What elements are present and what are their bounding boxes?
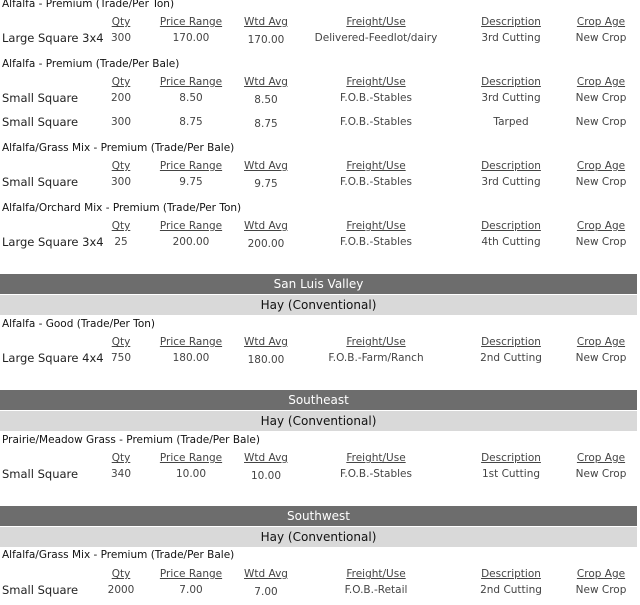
row-description: Tarped bbox=[493, 116, 529, 128]
col-header-crop-age: Crop Age bbox=[576, 336, 626, 348]
category-title: Alfalfa - Premium (Trade/Per Bale) bbox=[2, 58, 180, 70]
row-qty: 200 bbox=[110, 92, 132, 104]
col-header-qty: Qty bbox=[111, 452, 131, 464]
col-header-crop-age: Crop Age bbox=[576, 452, 626, 464]
col-header-qty: Qty bbox=[111, 16, 131, 28]
row-wtd-avg: 8.75 bbox=[254, 118, 278, 130]
category-title: Alfalfa/Orchard Mix - Premium (Trade/Per Ton) bbox=[2, 202, 242, 214]
col-header-description: Description bbox=[481, 16, 541, 28]
category-title: Alfalfa - Good (Trade/Per Ton) bbox=[2, 318, 155, 330]
row-price-range: 10.00 bbox=[175, 468, 207, 480]
row-price-range: 8.50 bbox=[179, 92, 203, 104]
col-header-qty: Qty bbox=[111, 76, 131, 88]
row-crop-age: New Crop bbox=[575, 584, 627, 596]
col-header-description: Description bbox=[481, 160, 541, 172]
col-header-price-range: Price Range bbox=[159, 568, 223, 580]
region-header-san-luis-valley: San Luis Valley bbox=[0, 274, 637, 294]
col-header-crop-age: Crop Age bbox=[576, 568, 626, 580]
row-description: 1st Cutting bbox=[481, 468, 541, 480]
col-header-wtd-avg: Wtd Avg bbox=[244, 220, 288, 232]
row-qty: 750 bbox=[110, 352, 132, 364]
region-header-southeast: Southeast bbox=[0, 390, 637, 410]
col-header-crop-age: Crop Age bbox=[576, 76, 626, 88]
row-product: Large Square 3x4 bbox=[2, 31, 104, 45]
row-qty: 300 bbox=[110, 32, 132, 44]
category-title: Alfalfa/Grass Mix - Premium (Trade/Per Bale) bbox=[2, 142, 235, 154]
col-header-freight: Freight/Use bbox=[346, 452, 406, 464]
row-price-range: 9.75 bbox=[179, 176, 203, 188]
col-header-freight: Freight/Use bbox=[346, 220, 406, 232]
col-header-crop-age: Crop Age bbox=[576, 160, 626, 172]
row-crop-age: New Crop bbox=[575, 116, 627, 128]
col-header-description: Description bbox=[481, 336, 541, 348]
category-title: Alfalfa/Grass Mix - Premium (Trade/Per Bale) bbox=[2, 549, 235, 561]
region-header-southwest: Southwest bbox=[0, 506, 637, 526]
row-description: 2nd Cutting bbox=[480, 584, 542, 596]
row-crop-age: New Crop bbox=[575, 176, 627, 188]
row-description: 3rd Cutting bbox=[481, 176, 541, 188]
col-header-price-range: Price Range bbox=[159, 16, 223, 28]
col-header-freight: Freight/Use bbox=[346, 568, 406, 580]
row-wtd-avg: 180.00 bbox=[247, 354, 285, 366]
row-product: Small Square bbox=[2, 175, 79, 189]
row-wtd-avg: 9.75 bbox=[254, 178, 278, 190]
col-header-price-range: Price Range bbox=[159, 452, 223, 464]
row-product: Large Square 4x4 bbox=[2, 351, 104, 365]
row-freight: F.O.B.-Stables bbox=[340, 116, 412, 128]
col-header-wtd-avg: Wtd Avg bbox=[244, 160, 288, 172]
row-wtd-avg: 8.50 bbox=[254, 94, 278, 106]
commodity-header: Hay (Conventional) bbox=[0, 527, 637, 547]
col-header-description: Description bbox=[481, 568, 541, 580]
row-qty: 25 bbox=[114, 236, 128, 248]
row-product: Large Square 3x4 bbox=[2, 235, 104, 249]
category-title: Alfalfa - Premium (Trade/Per Ton) bbox=[2, 0, 175, 10]
row-description: 4th Cutting bbox=[481, 236, 541, 248]
col-header-price-range: Price Range bbox=[159, 336, 223, 348]
col-header-wtd-avg: Wtd Avg bbox=[244, 452, 288, 464]
row-qty: 2000 bbox=[107, 584, 135, 596]
col-header-freight: Freight/Use bbox=[346, 76, 406, 88]
row-wtd-avg: 170.00 bbox=[247, 34, 285, 46]
row-price-range: 180.00 bbox=[172, 352, 210, 364]
row-crop-age: New Crop bbox=[575, 236, 627, 248]
row-description: 2nd Cutting bbox=[480, 352, 542, 364]
col-header-description: Description bbox=[481, 452, 541, 464]
row-freight: F.O.B.-Stables bbox=[340, 92, 412, 104]
col-header-description: Description bbox=[481, 76, 541, 88]
col-header-qty: Qty bbox=[111, 160, 131, 172]
row-price-range: 170.00 bbox=[172, 32, 210, 44]
row-price-range: 8.75 bbox=[179, 116, 203, 128]
row-crop-age: New Crop bbox=[575, 352, 627, 364]
row-description: 3rd Cutting bbox=[481, 32, 541, 44]
row-crop-age: New Crop bbox=[575, 468, 627, 480]
row-price-range: 200.00 bbox=[172, 236, 210, 248]
col-header-wtd-avg: Wtd Avg bbox=[244, 76, 288, 88]
row-freight: F.O.B.-Stables bbox=[340, 176, 412, 188]
col-header-freight: Freight/Use bbox=[346, 16, 406, 28]
col-header-qty: Qty bbox=[111, 220, 131, 232]
row-product: Small Square bbox=[2, 583, 79, 597]
row-freight: F.O.B.-Stables bbox=[340, 468, 412, 480]
row-qty: 300 bbox=[110, 116, 132, 128]
col-header-price-range: Price Range bbox=[159, 76, 223, 88]
row-freight: F.O.B.-Stables bbox=[340, 236, 412, 248]
col-header-wtd-avg: Wtd Avg bbox=[244, 568, 288, 580]
row-description: 3rd Cutting bbox=[481, 92, 541, 104]
col-header-qty: Qty bbox=[111, 336, 131, 348]
col-header-price-range: Price Range bbox=[159, 220, 223, 232]
row-wtd-avg: 7.00 bbox=[254, 586, 278, 598]
row-qty: 300 bbox=[110, 176, 132, 188]
category-title: Prairie/Meadow Grass - Premium (Trade/Per Bale) bbox=[2, 434, 260, 446]
row-qty: 340 bbox=[110, 468, 132, 480]
row-freight: F.O.B.-Retail bbox=[344, 584, 408, 596]
row-product: Small Square bbox=[2, 91, 79, 105]
row-crop-age: New Crop bbox=[575, 32, 627, 44]
col-header-crop-age: Crop Age bbox=[576, 220, 626, 232]
col-header-freight: Freight/Use bbox=[346, 160, 406, 172]
row-product: Small Square bbox=[2, 467, 79, 481]
col-header-wtd-avg: Wtd Avg bbox=[244, 16, 288, 28]
col-header-wtd-avg: Wtd Avg bbox=[244, 336, 288, 348]
commodity-header: Hay (Conventional) bbox=[0, 295, 637, 315]
row-freight: F.O.B.-Farm/Ranch bbox=[328, 352, 424, 364]
row-wtd-avg: 200.00 bbox=[247, 238, 285, 250]
col-header-crop-age: Crop Age bbox=[576, 16, 626, 28]
col-header-description: Description bbox=[481, 220, 541, 232]
col-header-price-range: Price Range bbox=[159, 160, 223, 172]
row-crop-age: New Crop bbox=[575, 92, 627, 104]
row-product: Small Square bbox=[2, 115, 79, 129]
row-wtd-avg: 10.00 bbox=[250, 470, 282, 482]
commodity-header: Hay (Conventional) bbox=[0, 411, 637, 431]
col-header-qty: Qty bbox=[111, 568, 131, 580]
row-freight: Delivered-Feedlot/dairy bbox=[314, 32, 438, 44]
row-price-range: 7.00 bbox=[179, 584, 203, 596]
col-header-freight: Freight/Use bbox=[346, 336, 406, 348]
